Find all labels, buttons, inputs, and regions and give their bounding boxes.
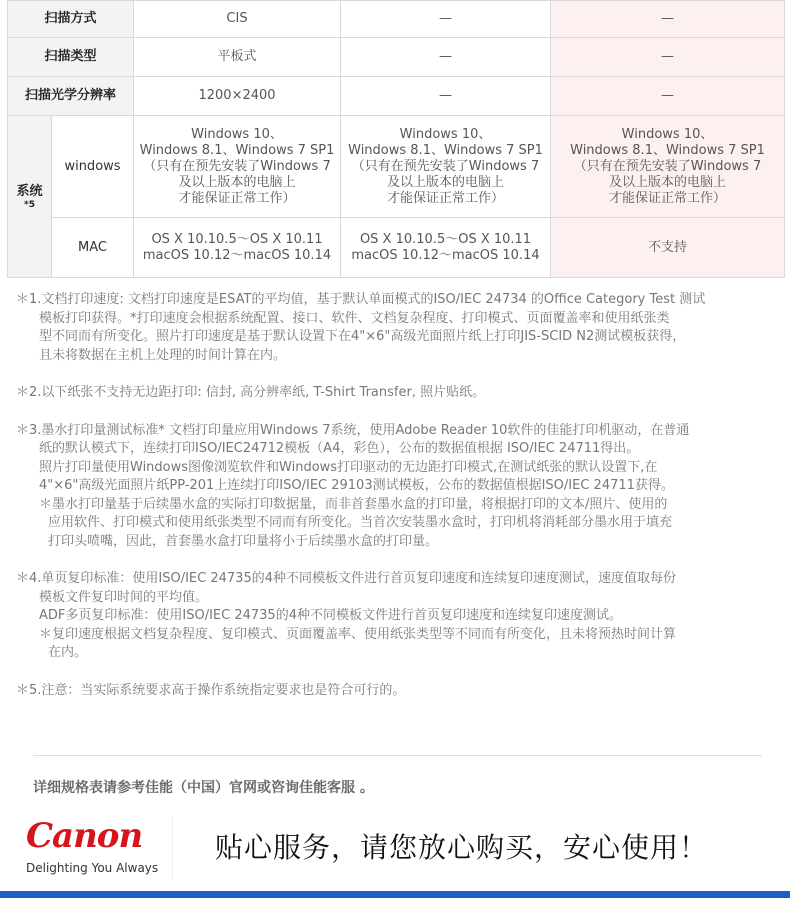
cell-scan-type-2: — [341, 38, 551, 77]
reference-text: 详细规格表请参考佳能（中国）官网或咨询佳能客服 。 [33, 780, 374, 796]
system-label: 系统 [16, 183, 43, 199]
footnote-line: ＊5.注意：当实际系统要求高于操作系统指定要求也是符合可行的。 [16, 682, 406, 698]
footnote-4 [16, 570, 762, 663]
footnote-line: 模板文件复印时间的平均值。 [39, 589, 209, 605]
cell-windows-3: Windows 10、 Windows 8.1、Windows 7 SP1 （只有在预先安装了Windows 7 及以上版本的电脑上 才能保证正常工作） [551, 116, 785, 218]
cell-windows-1: Windows 10、 Windows 8.1、Windows 7 SP1 （只有在预先安装了Windows 7 及以上版本的电脑上 才能保证正常工作） [134, 116, 341, 218]
canon-logo [18, 816, 173, 880]
footnote-line: 纸的默认模式下，连续打印ISO/IEC24712模板（A4，彩色），公布的数据值根据 ISO/IEC 24711得出。 [39, 441, 640, 456]
slogan: 贴心服务，请您放心购买，安心使用！ [215, 831, 709, 864]
logo-wordmark: Canon [26, 816, 143, 856]
system-footnote-ref: *5 [24, 199, 35, 210]
cell-scan-resolution-3: — [551, 77, 785, 116]
spec-table [7, 0, 785, 278]
table-row [8, 218, 785, 278]
footnote-line: 模板打印获得。*打印速度会根据系统配置、接口、软件、文档复杂程度、打印模式、页面覆盖率和使用纸张类 [39, 310, 670, 326]
row-label-scan-resolution: 扫描光学分辨率 [8, 77, 134, 116]
footnote-line: ＊1.文档打印速度: 文档打印速度是ESAT的平均值，基于默认单面模式的ISO/IEC 24734 的Office Category Test 测试 [16, 292, 706, 307]
footnote-line: 在内。 [48, 645, 88, 660]
footnote-line: 型不同而有所变化。照片打印速度是基于默认设置下在4"×6"高级光面照片纸上打印JIS-SCID N2测试模板获得， [39, 329, 686, 344]
cell-scan-resolution-1: 1200×2400 [134, 77, 341, 116]
cell-mac-2: OS X 10.10.5～OS X 10.11 macOS 10.12～macOS 10.14 [341, 218, 551, 278]
cell-scan-method-2: — [341, 1, 551, 38]
row-label-scan-method: 扫描方式 [8, 1, 134, 38]
row-label-system [8, 116, 52, 278]
cell-mac-1: OS X 10.10.5～OS X 10.11 macOS 10.12～macOS 10.14 [134, 218, 341, 278]
footnote-line: 应用软件、打印模式和使用纸张类型不同而有所变化。当首次安装墨水盒时，打印机将消耗部分墨水用于填充 [48, 515, 673, 530]
cell-scan-method-3: — [551, 1, 785, 38]
footnote-line: 照片打印量使用Windows图像浏览软件和Windows打印驱动的无边距打印模式,在测试纸张的默认设置下,在 [39, 459, 658, 475]
row-label-windows: windows [52, 116, 134, 218]
cell-scan-type-3: — [551, 38, 785, 77]
table-row [8, 1, 785, 38]
footnotes [16, 291, 762, 700]
footnote-3 [16, 422, 762, 552]
logo-separator [172, 816, 173, 880]
footnote-line: ＊墨水打印量基于后续墨水盒的实际打印数据量，而非首套墨水盒的打印量，将根据打印的文本/照片、使用的 [39, 496, 668, 512]
divider [33, 755, 762, 756]
footnote-line: ＊4.单页复印标准：使用ISO/IEC 24735的4种不同模板文件进行首页复印速度和连续复印速度测试，速度值取每份 [16, 571, 676, 586]
bottom-accent-bar [0, 891, 790, 898]
footnote-line: 且未将数据在主机上处理的时间计算在内。 [39, 347, 287, 363]
footnote-2 [16, 384, 762, 403]
cell-scan-method-1: CIS [134, 1, 341, 38]
cell-mac-3: 不支持 [551, 218, 785, 278]
logo-tagline: Delighting You Always [26, 861, 159, 875]
footnote-line: ＊复印速度根据文档复杂程度、复印模式、页面覆盖率、使用纸张类型等不同而有所变化，且未将预热时间计算 [39, 626, 677, 642]
row-label-scan-type: 扫描类型 [8, 38, 134, 77]
footnote-line: ADF多页复印标准：使用ISO/IEC 24735的4种不同模板文件进行首页复印速度和连续复印速度测试。 [39, 608, 622, 623]
footnote-1 [16, 291, 762, 365]
footnote-line: 打印头喷嘴，因此，首套墨水盒打印量将小于后续墨水盒的打印量。 [48, 533, 439, 549]
footnote-line: 4"×6"高级光面照片纸PP-201上连续打印ISO/IEC 29103测试模板，公布的数据值根据ISO/IEC 24711获得。 [39, 478, 674, 493]
cell-scan-resolution-2: — [341, 77, 551, 116]
table-row [8, 116, 785, 218]
footnote-5 [16, 682, 762, 701]
footnote-line: ＊2.以下纸张不支持无边距打印: 信封, 高分辨率纸, T-Shirt Transfer, 照片贴纸。 [16, 385, 486, 400]
footnote-line: ＊3.墨水打印量测试标准* 文档打印量应用Windows 7系统，使用Adobe Reader 10软件的佳能打印机驱动，在普通 [16, 422, 690, 438]
cell-scan-type-1: 平板式 [134, 38, 341, 77]
cell-windows-2: Windows 10、 Windows 8.1、Windows 7 SP1 （只有在预先安装了Windows 7 及以上版本的电脑上 才能保证正常工作） [341, 116, 551, 218]
table-row [8, 77, 785, 116]
table-row [8, 38, 785, 77]
row-label-mac: MAC [52, 218, 134, 278]
